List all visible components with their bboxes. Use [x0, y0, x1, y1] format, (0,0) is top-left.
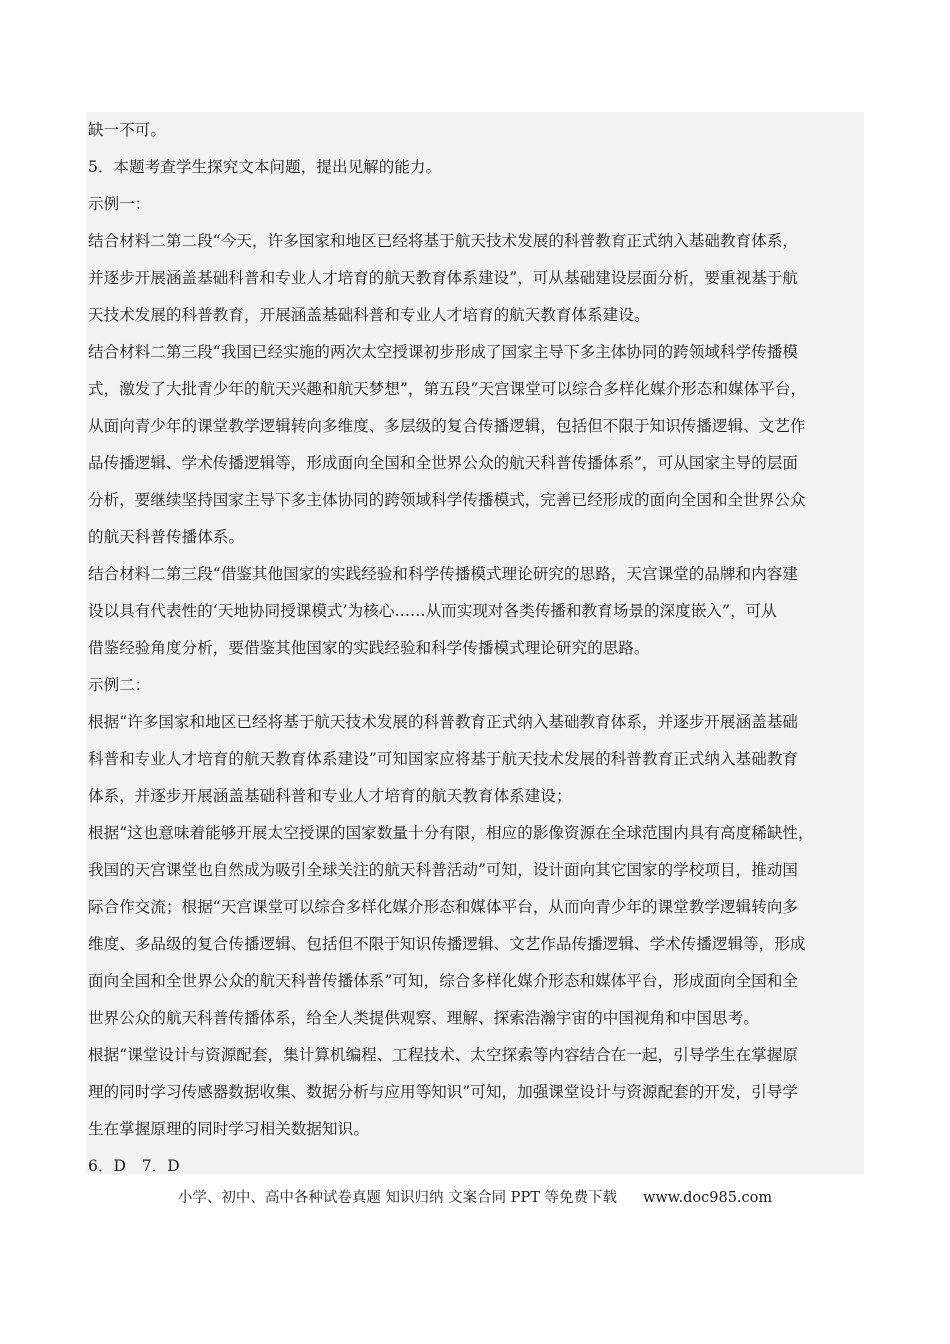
text-line: 从面向青少年的课堂教学逻辑转向多维度、多层级的复合传播逻辑，包括但不限于知识传播逻辑、文艺作: [88, 417, 806, 435]
text-line: 分析，要继续坚持国家主导下多主体协同的跨领域科学传播模式，完善已经形成的面向全国和全世界公众: [88, 491, 806, 509]
footer-url: www.doc985.com: [642, 1190, 773, 1206]
text-line: 天技术发展的科普教育，开展涵盖基础科普和专业人才培育的航天教育体系建设。: [88, 306, 650, 324]
text-line: 结合材料二第二段“今天，许多国家和地区已经将基于航天技术发展的科普教育正式纳入基础教育体系，: [88, 232, 799, 250]
text-line: 根据“课堂设计与资源配套，集计算机编程、工程技术、太空探索等内容结合在一起，引导学生在掌握原: [88, 1046, 799, 1064]
text-line: 的航天科普传播体系。: [88, 528, 245, 546]
text-line: 设以具有代表性的‘天地协同授课模式’为核心……从而实现对各类传播和教育场景的深度嵌入”，可从: [88, 602, 777, 620]
answers-6-7: 6．D 7．D: [88, 1157, 180, 1175]
text-line: 并逐步开展涵盖基础科普和专业人才培育的航天教育体系建设”，可从基础建设层面分析，要重视基于航: [88, 269, 799, 287]
page-footer: [0, 1186, 950, 1207]
text-line: 式，激发了大批青少年的航天兴趣和航天梦想”，第五段“天宫课堂可以综合多样化媒介形态和媒体平台，: [88, 380, 807, 398]
text-line: 品传播逻辑、学术传播逻辑等，形成面向全国和全世界公众的航天科普传播体系”，可从国家主导的层面: [88, 454, 799, 472]
text-line: 面向全国和全世界公众的航天科普传播体系”可知，综合多样化媒介形态和媒体平台，形成面向全国和全: [88, 972, 799, 990]
text-line: 体系，并逐步开展涵盖基础科普和专业人才培育的航天教育体系建设；: [88, 787, 572, 805]
footer-text: 小学、初中、高中各种试卷真题 知识归纳 文案合同 PPT 等免费下载: [177, 1190, 617, 1206]
text-line: 世界公众的航天科普传播体系，给全人类提供观察、理解、探索浩瀚宇宙的中国视角和中国思考。: [88, 1009, 759, 1027]
example-1-label: 示例一：: [88, 195, 151, 213]
text-line: 生在掌握原理的同时学习相关数据知识。: [88, 1120, 369, 1138]
text-line: 理的同时学习传感器数据收集、数据分析与应用等知识”可知，加强课堂设计与资源配套的开发，引导学: [88, 1083, 799, 1101]
answer-text: [88, 112, 864, 1185]
text-line: 根据“许多国家和地区已经将基于航天技术发展的科普教育正式纳入基础教育体系，并逐步开展涵盖基础: [88, 713, 799, 731]
text-line: 借鉴经验角度分析，要借鉴其他国家的实践经验和科学传播模式理论研究的思路。: [88, 639, 650, 657]
text-line: 维度、多品级的复合传播逻辑、包括但不限于知识传播逻辑、文艺作品传播逻辑、学术传播逻辑等，形成: [88, 935, 806, 953]
text-line: 根据“这也意味着能够开展太空授课的国家数量十分有限，相应的影像资源在全球范围内具有高度稀缺性，: [88, 824, 814, 842]
text-line: 际合作交流；根据“天宫课堂可以综合多样化媒介形态和媒体平台，从而向青少年的课堂教学逻辑转向多: [88, 898, 799, 916]
example-2-label: 示例二：: [88, 676, 151, 694]
text-line: 结合材料二第三段“我国已经实施的两次太空授课初步形成了国家主导下多主体协同的跨领域科学传播模: [88, 343, 799, 361]
text-line: 科普和专业人才培育的航天教育体系建设”可知国家应将基于航天技术发展的科普教育正式纳入基础教育: [88, 750, 799, 768]
text-line: 缺一不可。: [88, 121, 167, 139]
text-line: 我国的天宫课堂也自然成为吸引全球关注的航天科普活动”可知，设计面向其它国家的学校项目，推动国: [88, 861, 799, 879]
question-5-heading: 5．本题考查学生探究文本问题，提出见解的能力。: [88, 158, 442, 176]
text-line: 结合材料二第三段“借鉴其他国家的实践经验和科学传播模式理论研究的思路，天宫课堂的品牌和内容建: [88, 565, 799, 583]
